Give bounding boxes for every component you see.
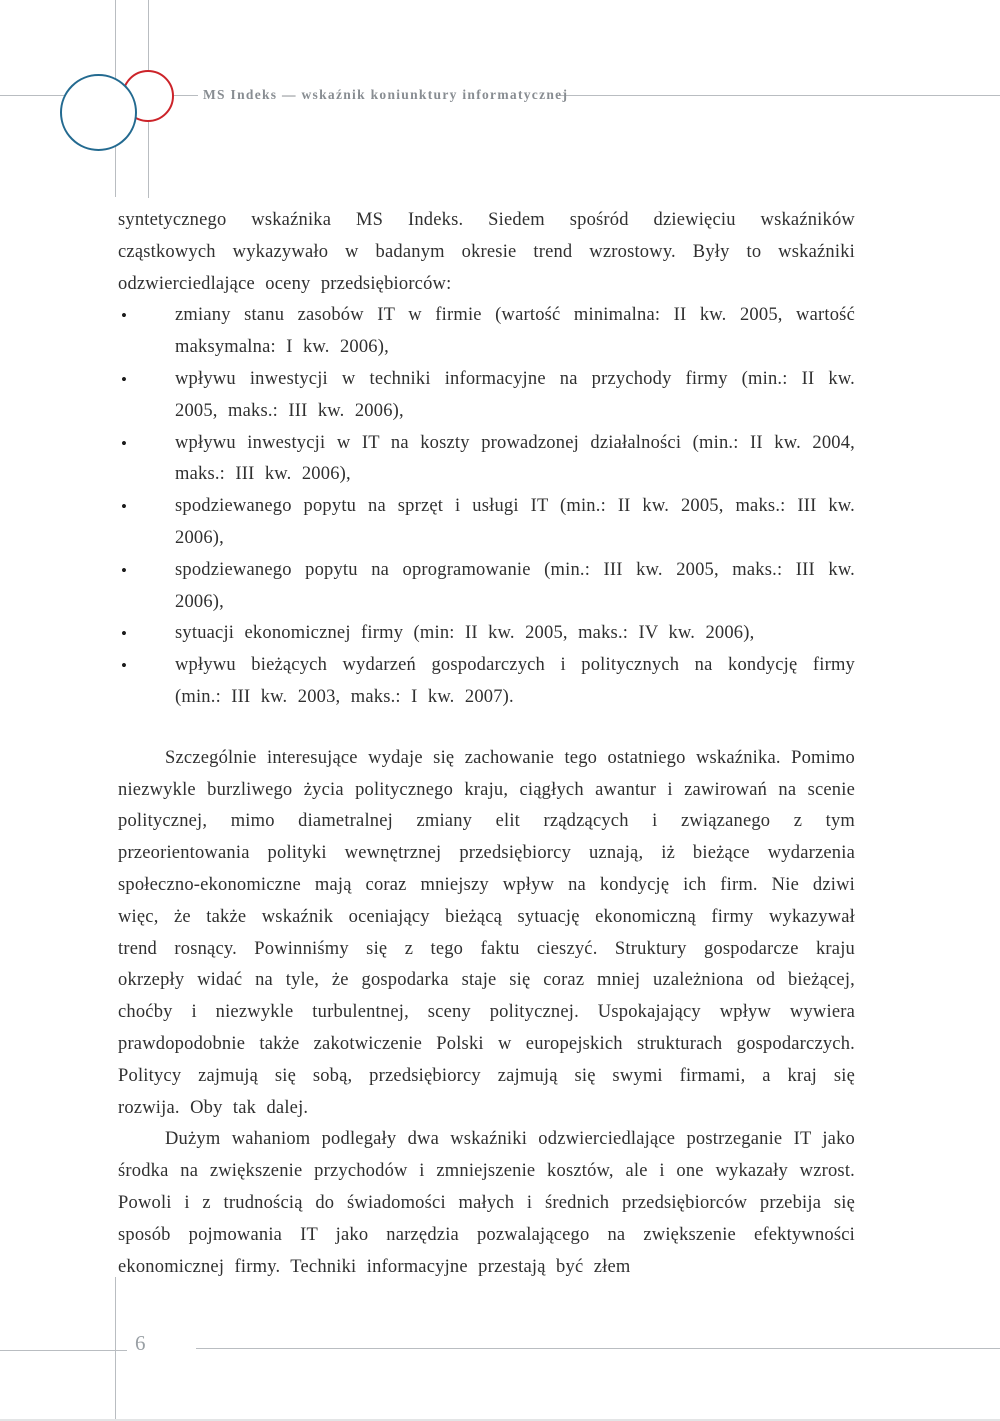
logo-circle-blue-icon: [60, 74, 137, 151]
footer-rule-right: [196, 1348, 1000, 1349]
list-item: [118, 364, 855, 428]
paragraph-it-perception: Dużym wahaniom podlegały dwa wskaźniki odzwierciedlające postrzeganie IT jako środka na zwiększenie przychodów i zmniejszenie kosztów, ale i one wykazały wzrost. Powoli i z trudnością do świadomości małych i średnich przedsiębiorców przebija się sposób pojmowania IT jako narzędzia pozwalającego na zwiększenie efektywności ekonomicznej firmy. Techniki informacyjne przestają być złem: [118, 1129, 855, 1277]
list-item: [118, 618, 855, 650]
list-item: [118, 491, 855, 555]
list-item-text: wpływu inwestycji w techniki informacyjne na przychody firmy (min.: II kw. 2005, maks.: III kw. 2006),: [175, 368, 855, 421]
bullet-list: [118, 300, 855, 713]
list-item: [118, 555, 855, 619]
bullet-icon: •: [121, 560, 127, 580]
page-number: 6: [135, 1331, 147, 1355]
body-text-column: [118, 205, 855, 1283]
list-item-text: wpływu inwestycji w IT na koszty prowadzonej działalności (min.: II kw. 2004, maks.: III kw. 2006),: [175, 432, 855, 485]
bullet-icon: •: [121, 306, 127, 326]
footer-guide-line: [115, 1277, 116, 1421]
bullet-icon: •: [121, 656, 127, 676]
paragraph-commentary: Szczególnie interesujące wydaje się zachowanie tego ostatniego wskaźnika. Pomimo niezwykle burzliwego życia politycznego kraju, ciągłych awantur i zawirowań na scenie politycznej, mimo diametralnej zmiany elit rządzących i związanego z tym przeorientowania polityki wewnętrznej przedsiębiorcy uznają, iż bieżące wydarzenia społeczno-ekonomiczne mają coraz mniejszy wpływ na kondycję ich firm. Nie dziwi więc, że także wskaźnik oceniający bieżącą sytuację ekonomiczną firmy wykazywał trend rosnący. Powinniśmy się z tego faktu cieszyć. Struktury gospodarcze kraju okrzepły widać na tyle, że gospodarka staje się coraz mniej uzależniona od bieżącej, choćby i niezwykle turbulentnej, sceny politycznej. Uspokajający wpływ wywiera prawdopodobnie także zakotwiczenie Polski w europejskich strukturach gospodarczych. Politycy zajmują się sobą, przedsiębiorcy zajmują się swymi firmami, a kraj się rozwija. Oby tak dalej.: [118, 747, 855, 1118]
bullet-icon: •: [121, 497, 127, 517]
list-item: [118, 428, 855, 492]
header-rule-right: [557, 95, 1000, 96]
paragraph-intro: syntetycznego wskaźnika MS Indeks. Siedem spośród dziewięciu wskaźników cząstkowych wykazywało w badanym okresie trend wzrostowy. Były to wskaźniki odzwierciedlające oceny przedsiębiorców:: [118, 210, 855, 294]
list-item-text: sytuacji ekonomicznej firmy (min: II kw. 2005, maks.: IV kw. 2006),: [175, 623, 755, 644]
list-item: [118, 650, 855, 714]
footer-rule-left: [0, 1350, 127, 1351]
list-item-text: spodziewanego popytu na oprogramowanie (min.: III kw. 2005, maks.: III kw. 2006),: [175, 559, 855, 612]
bullet-icon: •: [121, 624, 127, 644]
list-item: [118, 300, 855, 364]
bullet-icon: •: [121, 369, 127, 389]
bullet-icon: •: [121, 433, 127, 453]
list-item-text: wpływu bieżących wydarzeń gospodarczych i politycznych na kondycję firmy (min.: III kw. 2003, maks.: I kw. 2007).: [175, 655, 855, 707]
running-header-title: MS Indeks — wskaźnik koniunktury informatycznej: [203, 87, 569, 102]
list-item-text: spodziewanego popytu na sprzęt i usługi IT (min.: II kw. 2005, maks.: III kw. 2006),: [175, 496, 855, 548]
list-item-text: zmiany stanu zasobów IT w firmie (wartość minimalna: II kw. 2005, wartość maksymalna: I kw. 2006),: [175, 305, 855, 358]
